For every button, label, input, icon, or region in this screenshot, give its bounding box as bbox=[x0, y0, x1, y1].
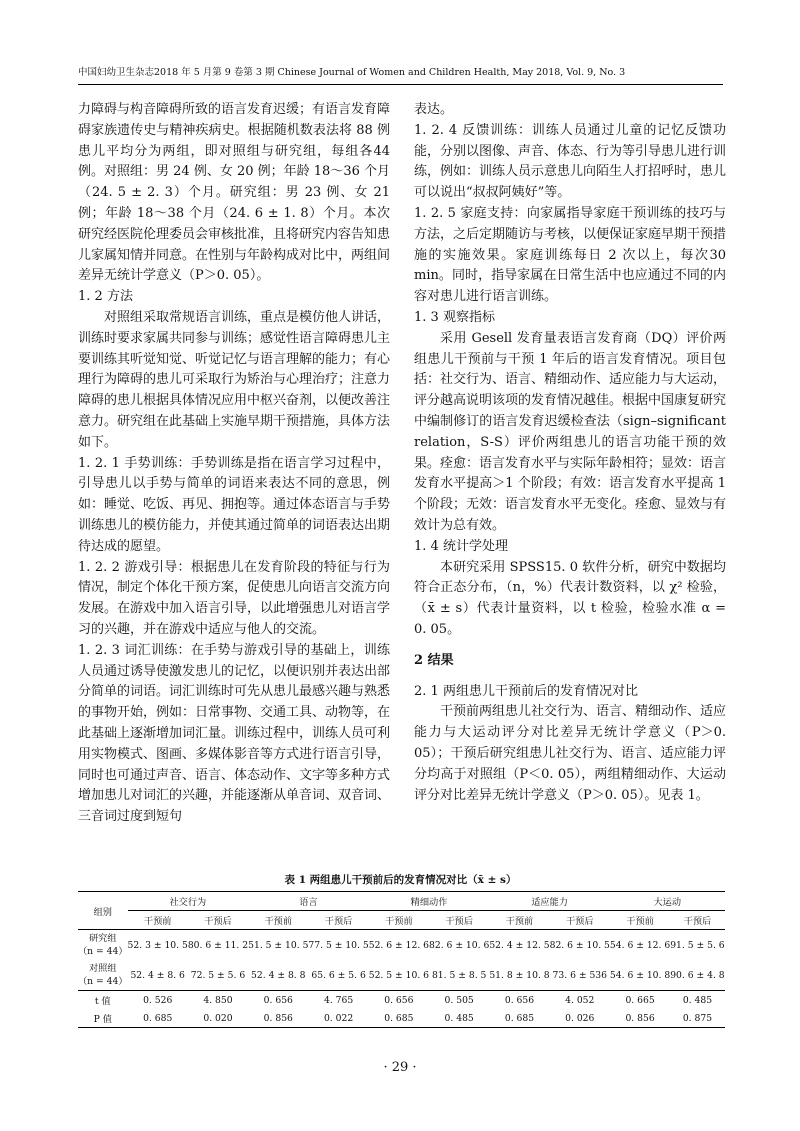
right-column bbox=[414, 100, 726, 806]
row-label bbox=[78, 930, 128, 961]
table-cell: 52. 4 ± 12. 5 bbox=[489, 939, 550, 951]
paragraph-statistics: 本研究采用 SPSS15. 0 软件分析，研究中数据均符合正态分布，（n，%）代表计数资料，以 χ² 检验，（x̄ ± s）代表计量资料，以 t 检验，检验水准 α = 0. 05。 bbox=[414, 559, 726, 637]
table-cell: 52. 5 ± 10. 6 bbox=[368, 969, 430, 981]
sub-header-before: 干预前 bbox=[128, 911, 188, 930]
table-cell: 72. 5 ± 5. 6 bbox=[190, 969, 246, 981]
table-cell: 91. 5 ± 5. 6 bbox=[670, 939, 725, 951]
sub-header-before: 干预前 bbox=[248, 911, 308, 930]
table-cell: 90. 6 ± 4. 8 bbox=[670, 969, 725, 981]
table-cell: 0. 485 bbox=[670, 991, 724, 1010]
table-cell: 65. 6 ± 5. 6 bbox=[311, 969, 366, 981]
row-label bbox=[78, 960, 128, 991]
table-row-t-value bbox=[78, 991, 725, 1010]
table-title: 表 1 两组患儿干预前后的发育情况对比（x̄ ± s） bbox=[284, 874, 517, 886]
table-cell: 0. 656 bbox=[248, 991, 308, 1010]
table-cell: 51. 5 ± 10. 5 bbox=[248, 939, 309, 951]
sub-header-after: 干预后 bbox=[429, 911, 489, 930]
group-size: （n = 44） bbox=[78, 946, 128, 957]
table-header-row bbox=[78, 892, 725, 911]
table-cell: 0. 020 bbox=[188, 1009, 248, 1028]
page-number: · 29 · bbox=[383, 1060, 417, 1075]
table-cell: 52. 4 ± 8. 8 bbox=[251, 969, 306, 981]
sub-header-after: 干预后 bbox=[188, 911, 248, 930]
table-cell: 0. 685 bbox=[369, 1009, 429, 1028]
paragraph-vocabulary-training: 1. 2. 3 词汇训练：在手势与游戏引导的基础上，训练人员通过诱导使激发患儿的记忆，以便识别并表达出部分简单的词语。词汇训练时可先从患儿最感兴趣与熟悉的事物开始，例如：日常事物、交通工具、动物等，在此基础上逐渐增加词汇量。训练过程中，训练人员可利用实物模式、图画、多媒体影音等方式进行语言引导，同时也可通过声音、语言、体态动作、文字等多种方式增加患儿对词汇的兴趣，并能逐渐从单音词、双音词、三音词过度到短句 bbox=[78, 642, 391, 825]
sub-header-after: 干预后 bbox=[670, 911, 724, 930]
header-rule bbox=[78, 84, 723, 85]
table-cell: 0. 685 bbox=[489, 1009, 549, 1028]
category-header: 语言 bbox=[248, 892, 369, 911]
section-heading-results: 2 结果 bbox=[414, 652, 454, 668]
table-cell: 80. 6 ± 11. 2 bbox=[187, 939, 249, 951]
table-cell: 0. 526 bbox=[128, 991, 188, 1010]
group-name: 对照组 bbox=[88, 963, 117, 974]
group-name: 研究组 bbox=[88, 933, 117, 944]
sub-header-after: 干预后 bbox=[550, 911, 610, 930]
row-label: t 值 bbox=[78, 991, 128, 1010]
section-heading-indicators: 1. 3 观察指标 bbox=[414, 309, 495, 325]
paragraph-family-support: 1. 2. 5 家庭支持：向家属指导家庭干预训练的技巧与方法，之后定期随访与考核，以便保证家庭早期干预措施的实施效果。家庭训练每日 2 次以上，每次30 min。同时，指导家属在日常生活中也应通过不同的内容对患儿进行语言训练。 bbox=[414, 205, 727, 305]
development-table bbox=[78, 891, 725, 1028]
section-heading-methods: 1. 2 方法 bbox=[78, 289, 133, 305]
table-cell: 52. 4 ± 8. 6 bbox=[130, 969, 185, 981]
group-size: （n = 44） bbox=[78, 976, 128, 987]
table-row-p-value bbox=[78, 1009, 725, 1028]
table-cell: 0. 505 bbox=[429, 991, 489, 1010]
paragraph-continuation: 表达。 bbox=[414, 102, 454, 117]
table-1 bbox=[78, 872, 723, 1028]
table-cell: 54. 6 ± 10. 8 bbox=[609, 969, 671, 981]
sub-header-before: 干预前 bbox=[369, 911, 429, 930]
table-cell: 82. 6 ± 10. 6 bbox=[429, 939, 490, 951]
category-header: 精细动作 bbox=[369, 892, 490, 911]
table-cell: 52. 3 ± 10. 5 bbox=[127, 939, 188, 951]
table-cell: 0. 685 bbox=[128, 1009, 188, 1028]
table-cell: 81. 5 ± 8. 5 bbox=[431, 969, 487, 981]
table-cell: 0. 856 bbox=[610, 1009, 670, 1028]
paragraph-participants: 力障碍与构音障碍所致的语言发育迟缓；有语言发育障碍家族遗传史与精神疾病史。根据随机数表法将 88 例患儿平均分为两组，即对照组与研究组，每组各44 例。对照组：男 24 例、女 20 例；年龄 18～36 个月（24. 5 ± 2. 3）个月。研究组：男 23 例、女 21 例；年龄 18～38 个月（24. 6 ± 1. 8）个月。本次研究经医院伦理委员会审核批准，且将研究内容告知患儿家属知情并同意。在性别与年龄构成对比中，两组间差异无统计学意义（P＞0. 05）。 bbox=[78, 102, 391, 284]
paragraph-comparison: 干预前两组患儿社交行为、语言、精细动作、适应能力与大运动评分对比差异无统计学意义（P＞0. 05）；干预后研究组患儿社交行为、语言、适应能力评分均高于对照组（P＜0. 05），两组精细动作、大运动评分对比差异无统计学意义（P＞0. 05）。见表 1。 bbox=[414, 704, 727, 803]
sub-header-before: 干预前 bbox=[610, 911, 670, 930]
table-cell: 54. 6 ± 12. 6 bbox=[609, 939, 671, 951]
sub-header-after: 干预后 bbox=[308, 911, 368, 930]
row-label: P 值 bbox=[78, 1009, 128, 1028]
sub-header-before: 干预前 bbox=[489, 911, 549, 930]
category-header: 大运动 bbox=[610, 892, 725, 911]
paragraph-methods: 对照组采取常规语言训练，重点是模仿他人讲话，训练时要求家属共同参与训练；感觉性语言障碍患儿主要训练其听觉知觉、听觉记忆与语言理解的能力；有心理行为障碍的患儿可采取行为矫治与心理治疗；注意力障碍的患儿根据具体情况应用中枢兴奋剂，以便改善注意力。研究组在此基础上实施早期干预措施，具体方法如下。 bbox=[78, 309, 391, 450]
table-cell: 0. 875 bbox=[670, 1009, 724, 1028]
table-cell: 0. 485 bbox=[429, 1009, 489, 1028]
table-cell: 4. 850 bbox=[188, 991, 248, 1010]
table-cell: 0. 026 bbox=[550, 1009, 610, 1028]
table-cell: 4. 765 bbox=[308, 991, 368, 1010]
table-cell: 51. 8 ± 10. 8 bbox=[489, 969, 550, 981]
category-header: 适应能力 bbox=[489, 892, 610, 911]
section-heading-comparison: 2. 1 两组患儿干预前后的发育情况对比 bbox=[414, 683, 638, 699]
table-subheader-row bbox=[78, 911, 725, 930]
group-column-header: 组别 bbox=[78, 892, 128, 930]
table-cell: 4. 052 bbox=[550, 991, 610, 1010]
paragraph-gesture-training: 1. 2. 1 手势训练：手势训练是指在语言学习过程中，引导患儿以手势与简单的词语来表达不同的意思，例如：睡觉、吃饭、再见、拥抱等。通过体态语言与手势训练患儿的模仿能力，并使其通过简单的词语表达出期待达成的愿望。 bbox=[78, 455, 391, 554]
left-column bbox=[78, 100, 390, 828]
table-cell: 0. 656 bbox=[489, 991, 549, 1010]
table-cell: 52. 6 ± 12. 6 bbox=[368, 939, 430, 951]
table-cell: 73. 6 ± 536 bbox=[552, 969, 607, 981]
table-cell: 82. 6 ± 10. 5 bbox=[549, 939, 610, 951]
running-header: 中国妇幼卫生杂志2018 年 5 月第 9 卷第 3 期 Chinese Journal of Women and Children Health, May 2018, Vol. 9, No. 3 bbox=[78, 67, 626, 78]
paragraph-feedback-training: 1. 2. 4 反馈训练：训练人员通过儿童的记忆反馈功能，分别以图像、声音、体态、行为等引导患儿进行训练，例如：训练人员示意患儿向陌生人打招呼时，患儿可以说出“叔叔阿姨好”等。 bbox=[414, 122, 727, 201]
category-header: 社交行为 bbox=[128, 892, 249, 911]
table-cell: 0. 856 bbox=[248, 1009, 308, 1028]
table-row-study-group bbox=[78, 930, 725, 961]
table-cell: 0. 656 bbox=[369, 991, 429, 1010]
paragraph-game-guidance: 1. 2. 2 游戏引导：根据患儿在发育阶段的特征与行为情况，制定个体化干预方案，促使患儿向语言交流方向发展。在游戏中加入语言引导，以此增强患儿对语言学习的兴趣，并在游戏中适应与他人的交流。 bbox=[78, 559, 391, 637]
table-row-control-group bbox=[78, 960, 725, 991]
table-cell: 0. 665 bbox=[610, 991, 670, 1010]
paragraph-indicators: 采用 Gesell 发育量表语言发育商（DQ）评价两组患儿干预前与干预 1 年后的语言发育情况。项目包括：社交行为、语言、精细动作、适应能力与大运动，评分越高说明该项的发育情况越佳。根据中国康复研究中编制修订的语言发育迟缓检查法（sign–significant relation，S-S）评价两组患儿的语言功能干预的效果。痊愈：语言发育水平与实际年龄相符；显效：语言发育水平提高＞1 个阶段；有效：语言发育水平提高 1 个阶段；无效：语言发育水平无变化。痊愈、显效与有效计为总有效。 bbox=[414, 330, 727, 533]
section-heading-statistics: 1. 4 统计学处理 bbox=[414, 538, 508, 554]
table-cell: 77. 5 ± 10. 5 bbox=[308, 939, 369, 951]
table-cell: 0. 022 bbox=[308, 1009, 368, 1028]
